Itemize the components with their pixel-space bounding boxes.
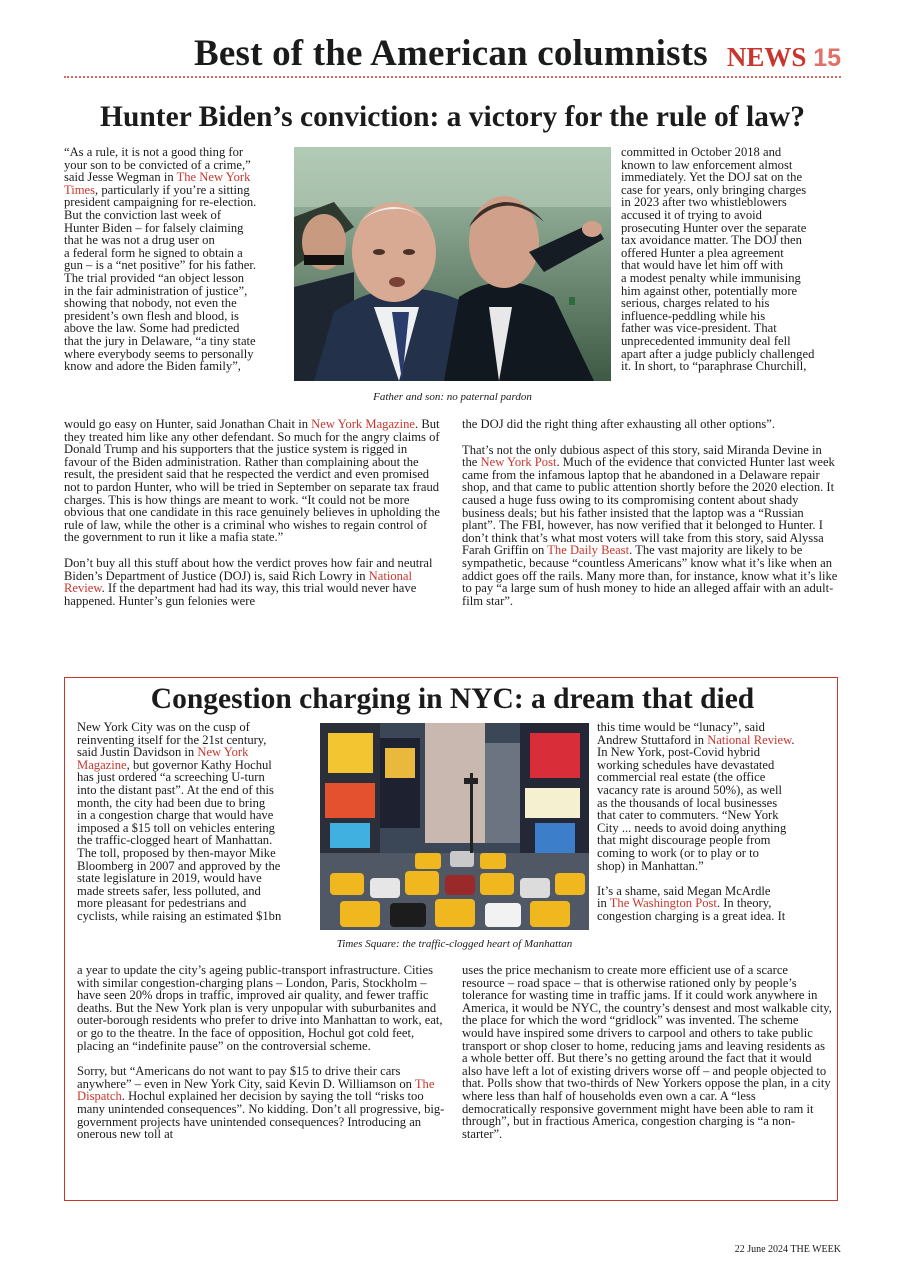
- publication-name: The Dispatch: [77, 1076, 435, 1104]
- publication-name: The Daily Beast: [547, 543, 630, 558]
- publication-name: National Review: [707, 732, 792, 747]
- publication-name: National Review: [64, 568, 413, 596]
- article2-photo: [320, 723, 589, 930]
- header-divider: [64, 76, 841, 78]
- publication-name: New York: [197, 745, 249, 760]
- article2-right-lower: [462, 964, 833, 1140]
- article2-left-lower: [77, 964, 447, 1141]
- article1-photo-caption: Father and son: no paternal pardon: [373, 391, 532, 403]
- footer-publication: THE WEEK: [790, 1244, 841, 1255]
- article2-right-lines: this time would be “lunacy”, said Andrew Stuttaford in National Review. In New York, post-Covid hybrid working schedules have devastated commercial real estate (the office vacancy rate is around 50%), as well as the thousands of local businesses that cater to commuters. “New York City ... needs to avoid doing anything that might discourage people from coming to work (or to play or to shop) in Manhattan.” It’s a shame, said Megan McArdle in The Washington Post. In theory, congestion charging is a great idea. It: [597, 720, 795, 923]
- article1-left-paragraph: would go easy on Hunter, said Jonathan Chait in New York Magazine. But they treated him like any other defendant. So much for the angry claims of Donald Trump and his supporters that the justice system is rigged in favour of the Biden administration. Rather than complaining about the result, the president said that he respected the verdict and even promised not to pardon Hunter, who will be tried in September on separate tax fraud charges. This is how things are meant to work. “It could not be more obvious that one candidate in this race genuinely believes in upholding the rule of law, while the other is a criminal who wishes to regain control of the government to run it like a mafia state.”: [64, 417, 440, 545]
- article2-right-paragraph: uses the price mechanism to create more efficient use of a scarce resource – road space – that is otherwise rationed only by people’s tolerance for wasting time in traffic jams. If it could work anywhere in America, it would be NYC, the country’s densest and most walkable city, the place for which the word “gridlock” was invented. The scheme would have inspired some drivers to carpool and others to take public transport or shop closer to home, reducing jams and leaving residents as a whole better off. But there’s no getting around the fact that it would also have left a lot of existing drivers worse off – and people objected to that. Polls show that two-thirds of New Yorkers oppose the plan, in a city where less than half of households even own a car. A “less democratically responsive government might have been able to ram it through”, but in fractious America, congestion charging is “a non-starter”.: [462, 963, 832, 1141]
- article2-left-lines: New York City was on the cusp of reinventing itself for the 21st century, said Justin Davidson in New York Magazine, but governor Kathy Hochul has just ordered “a screeching U-turn into the distant past”. At the end of this month, the city had been due to bring in a congestion charge that would have imposed a $15 toll on vehicles entering the traffic-clogged heart of Manhattan. The toll, proposed by then-mayor Mike Bloomberg in 2007 and approved by the state legislature in 2019, would have made streets safer, less polluted, and more pleasant for pedestrians and cyclists, while raising an estimated $1bn: [77, 720, 282, 923]
- article2-right-column: [597, 721, 833, 923]
- times-square-photo-image: [320, 723, 589, 930]
- article2-left-paragraph: a year to update the city’s ageing public-transport infrastructure. Cities with similar congestion-charging plans – London, Paris, Stockholm – have seen 20% drops in traffic, improved air quality, and fewer traffic deaths. But the New York plan is very unpopular with suburbanites and outer-borough residents who prefer to drive into Manhattan to work, eat, or go to the theatre. In the face of opposition, Hochul got cold feet, placing an “indefinite pause” on the controversial scheme.: [77, 963, 443, 1053]
- publication-name: The Washington Post: [609, 896, 717, 911]
- publication-name: New York Magazine: [311, 417, 416, 431]
- article-title-hunter-biden: Hunter Biden’s conviction: a victory for the rule of law?: [100, 101, 805, 133]
- publication-name: Times: [64, 182, 96, 197]
- article1-left-paragraph-2: Don’t buy all this stuff about how the verdict proves how fair and neutral Biden’s Department of Justice (DOJ) is, said Rich Lowry in National Review. If the department had had its way, this trial would never have happened. Hunter’s gun felonies were: [64, 555, 433, 608]
- biden-photo-image: [294, 147, 611, 381]
- article2-left-paragraph-2: Sorry, but “Americans do not want to pay $15 to drive their cars anywhere” – even in New York City, said Kevin D. Williamson on The Dispatch. Hochul explained her decision by saying the toll “risks too many unintended consequences”. No kidding. Don’t all progressive, big-government projects have unintended consequences? Introducing an onerous new toll at: [77, 1064, 445, 1142]
- publication-name: The New York: [176, 170, 251, 185]
- publication-name: Magazine: [77, 757, 127, 772]
- article2-photo-caption: Times Square: the traffic-clogged heart of Manhattan: [336, 938, 573, 950]
- article1-right-lower: [462, 418, 840, 607]
- article1-right-lines: committed in October 2018 and known to law enforcement almost immediately. Yet the DOJ sat on the case for years, only bringing charges in 2023 after two whistleblowers accused it of trying to avoid prosecuting Hunter over the separate tax avoidance matter. The DOJ then offered Hunter a plea agreement that would have let him off with a modest penalty while immunising him against other, potentially more serious, charges related to his influence-peddling while his father was vice-president. That unprecedented immunity deal fell apart after a judge publicly challenged it. In short, to “paraphrase Churchill,: [621, 145, 815, 374]
- page-header: [64, 28, 841, 76]
- article1-left-column: [64, 146, 294, 373]
- article-title-congestion-charging: Congestion charging in NYC: a dream that died: [150, 683, 755, 715]
- article1-left-lower: [64, 418, 442, 607]
- page-footer: [735, 1244, 841, 1255]
- section-name: NEWS: [726, 42, 807, 72]
- page-title: Best of the American columnists: [194, 33, 708, 74]
- section-label: [727, 42, 841, 73]
- article1-right-column: [621, 146, 841, 373]
- page-number: 15: [813, 44, 841, 72]
- article1-left-lines: “As a rule, it is not a good thing for your son to be convicted of a crime,” said Jesse Wegman in The New York Times, particularly if you’re a sitting president campaigning for re-election. But the conviction last week of Hunter Biden – for falsely claiming that he was not a drug user on a federal form he signed to obtain a gun – is a “net positive” for his father. The trial provided “an object lesson in the fair administration of justice”, showing that nobody, not even the president’s own flesh and blood, is above the law. Some had predicted that the jury in Delaware, “a tiny state where everybody seems to personally know and adore the Biden family”,: [64, 145, 257, 374]
- article1-right-paragraph: the DOJ did the right thing after exhausting all other options”.: [462, 417, 776, 431]
- article2-left-column: [77, 721, 315, 923]
- article1-photo: [294, 147, 611, 381]
- footer-date: 22 June 2024: [734, 1244, 789, 1255]
- article1-right-paragraph-2: That’s not the only dubious aspect of this story, said Miranda Devine in the New York Post. Much of the evidence that convicted Hunter last week came from the infamous laptop that he abandoned in a Delaware repair shop, and that came to public attention shortly before the 2020 election. It caused a huge fuss owing to its compromising content about shady business deals; but his father insisted that the laptop was a “Russian plant”. The FBI, however, has now verified that it belonged to Hunter. I don’t think that’s what most voters will take from this story, said Alyssa Farah Griffin on The Daily Beast. The vast majority are likely to be sympathetic, because “countless Americans” know what it’s like when an addict goes off the rails. Many more than, for instance, know what it’s like to pay “a large sum of hush money to hide an alleged affair with an adult-film star”.: [462, 442, 838, 608]
- publication-name: New York Post: [480, 455, 557, 470]
